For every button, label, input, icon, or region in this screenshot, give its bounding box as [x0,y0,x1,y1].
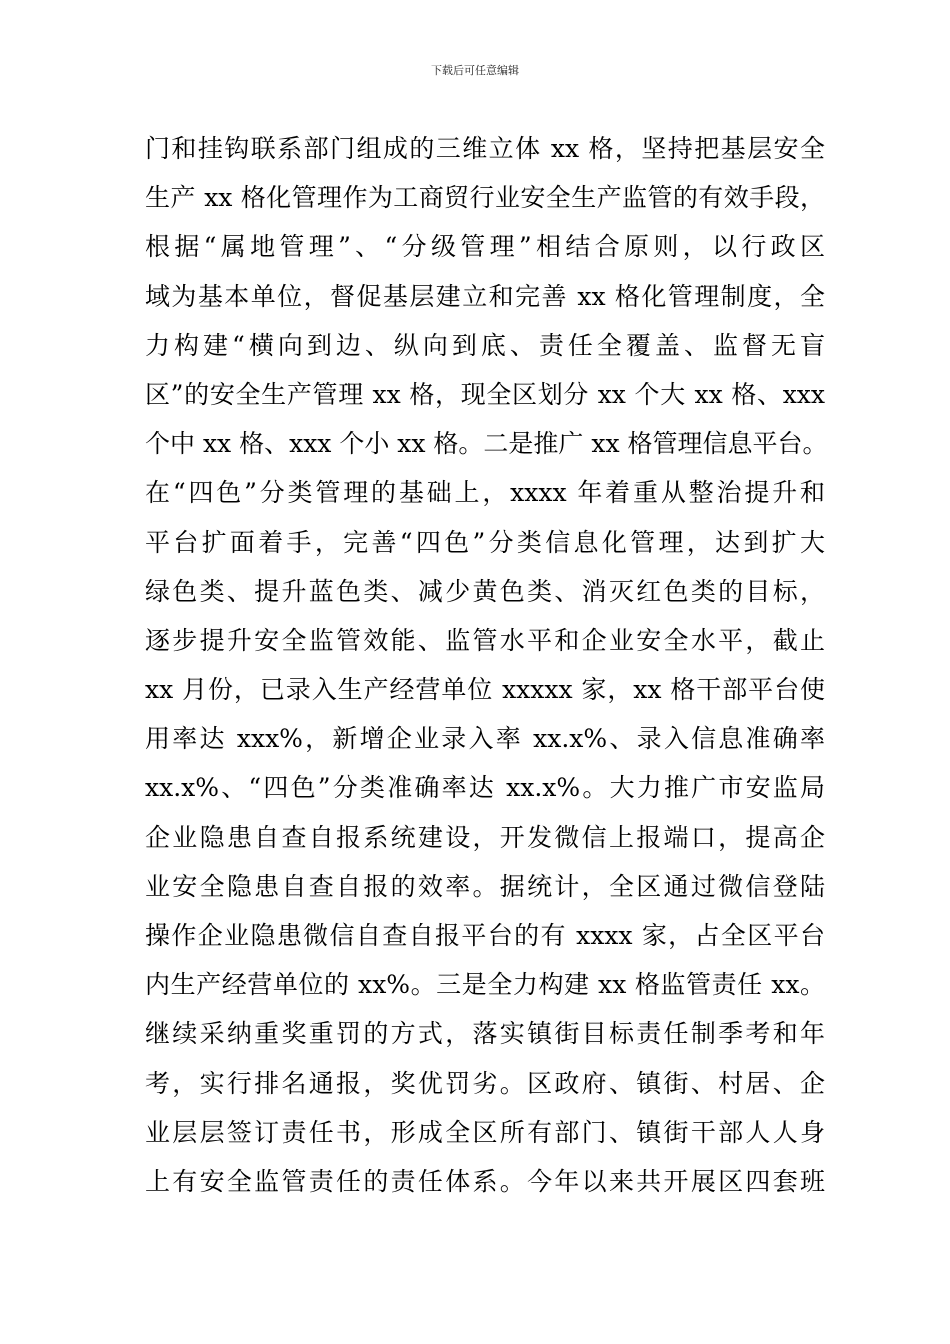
body-line: 在“四色”分类管理的基础上，xxxx 年着重从整治提升和 [145,478,825,508]
document-body [145,131,828,1213]
body-line: 操作企业隐患微信自查自报平台的有 xxxx 家，占全区平台 [145,921,825,950]
body-line: 企业隐患自查自报系统建设，开发微信上报端口，提高企 [145,822,825,852]
page-header: 下载后可任意编辑 [431,64,519,77]
body-line: 逐步提升安全监管效能、监管水平和企业安全水平，截止 [145,625,825,655]
body-line: 继续采纳重奖重罚的方式，落实镇街目标责任制季考和年 [145,1019,825,1049]
body-line: 业安全隐患自查自报的效率。据统计，全区通过微信登陆 [145,871,825,901]
body-line: 域为基本单位，督促基层建立和完善 xx 格化管理制度，全 [145,281,825,311]
body-line: 用率达 xxx%，新增企业录入率 xx.x%、录入信息准确率 [145,724,825,754]
body-line: 个中 xx 格、xxx 个小 xx 格。二是推广 xx 格管理信息平台。 [145,429,828,459]
body-line: 根据“属地管理”、“分级管理”相结合原则，以行政区 [145,232,825,262]
body-line: 业层层签订责任书，形成全区所有部门、镇街干部人人身 [145,1117,825,1147]
body-line: xx.x%、“四色”分类准确率达 xx.x%。大力推广市安监局 [145,773,825,803]
body-line: 平台扩面着手，完善“四色”分类信息化管理，达到扩大 [145,527,825,557]
body-line: 生产 xx 格化管理作为工商贸行业安全生产监管的有效手段， [145,183,825,213]
body-line: 绿色类、提升蓝色类、减少黄色类、消灭红色类的目标， [145,576,825,606]
body-line: xx 月份，已录入生产经营单位 xxxxx 家，xx 格干部平台使 [145,675,825,705]
body-line: 考，实行排名通报，奖优罚劣。区政府、镇街、村居、企 [145,1068,825,1098]
body-line: 门和挂钩联系部门组成的三维立体 xx 格，坚持把基层安全 [145,134,825,163]
body-line: 力构建“横向到边、纵向到底、责任全覆盖、监督无盲 [145,330,825,360]
body-line: 区”的安全生产管理 xx 格，现全区划分 xx 个大 xx 格、xxx [145,379,825,409]
body-line: 内生产经营单位的 xx%。三是全力构建 xx 格监管责任 xx。 [145,970,825,1000]
body-line: 上有安全监管责任的责任体系。今年以来共开展区四套班 [145,1166,825,1196]
